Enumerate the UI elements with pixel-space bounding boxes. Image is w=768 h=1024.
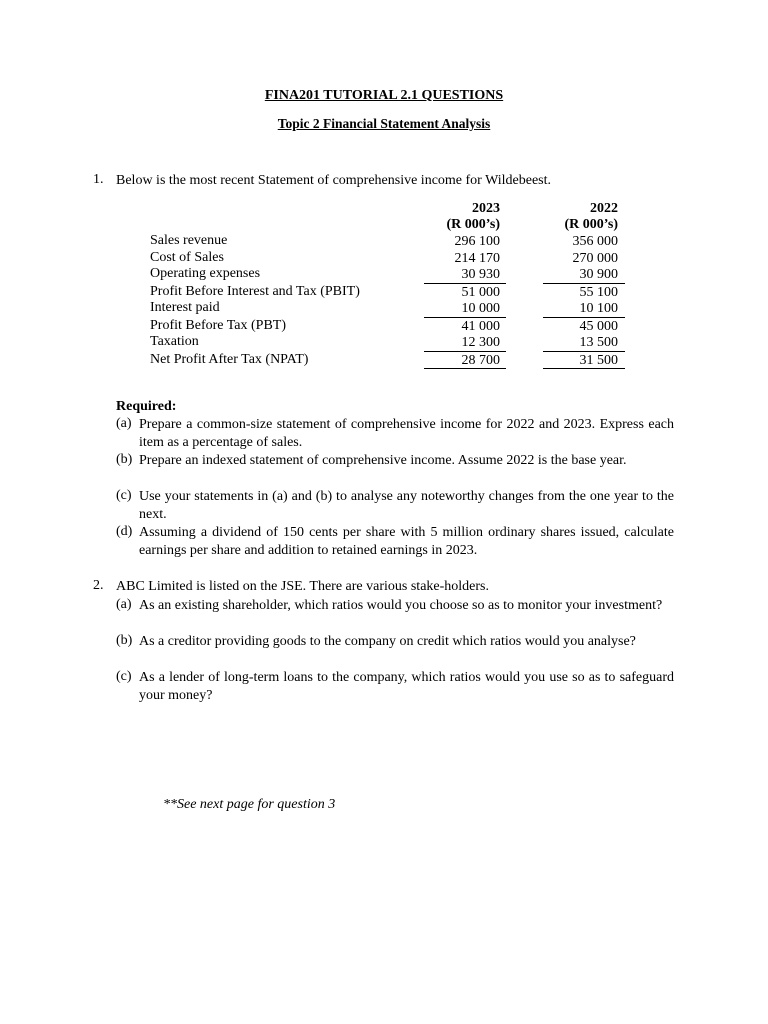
col-2023-unit: (R 000’s) (446, 217, 500, 232)
footer-note: **See next page for question 3 (163, 797, 336, 812)
row-label: Interest paid (150, 300, 220, 315)
required-item-text: Use your statements in (a) and (b) to analyse any noteworthy changes from the one year to the next. (139, 489, 674, 522)
row-value-2022: 10 100 (579, 301, 618, 316)
row-label: Net Profit After Tax (NPAT) (150, 352, 309, 367)
row-value-2022: 30 900 (579, 267, 618, 282)
row-label: Operating expenses (150, 266, 261, 281)
row-label: Cost of Sales (150, 250, 224, 265)
row-value-2023: 10 000 (461, 301, 500, 316)
required-item-tag: (a) (116, 416, 132, 431)
q2-number: 2. (93, 578, 104, 593)
row-value-2022: 31 500 (579, 353, 618, 368)
row-value-2022: 13 500 (579, 335, 618, 350)
row-value-2023: 30 930 (461, 267, 500, 282)
row-label: Profit Before Interest and Tax (PBIT) (150, 284, 360, 299)
required-item-tag: (b) (116, 452, 133, 467)
q2-item-tag: (c) (116, 669, 132, 684)
q1-intro: Below is the most recent Statement of comprehensive income for Wildebeest. (116, 173, 551, 188)
q2-item-tag: (b) (116, 633, 133, 648)
row-value-2023: 12 300 (461, 335, 500, 350)
row-value-2023: 296 100 (454, 234, 500, 249)
row-value-2023: 28 700 (461, 353, 500, 368)
row-value-2023: 51 000 (461, 285, 500, 300)
row-value-2022: 356 000 (572, 234, 618, 249)
required-item-text: Prepare a common-size statement of comprehensive income for 2022 and 2023. Express each item as a percentage of sales. (139, 417, 674, 450)
row-value-2022: 270 000 (572, 251, 618, 266)
col-2022-year: 2022 (590, 201, 618, 216)
q1-number: 1. (93, 172, 104, 187)
row-value-2022: 45 000 (579, 319, 618, 334)
required-item-tag: (c) (116, 488, 132, 503)
row-value-2022: 55 100 (579, 285, 618, 300)
row-value-2023: 41 000 (461, 319, 500, 334)
q2-item-tag: (a) (116, 597, 132, 612)
row-label: Taxation (150, 334, 199, 349)
page-title: FINA201 TUTORIAL 2.1 QUESTIONS (264, 88, 504, 103)
q2-item-text: As a creditor providing goods to the company on credit which ratios would you analyse? (139, 634, 636, 649)
total-rule (543, 368, 625, 369)
required-item-text: Assuming a dividend of 150 cents per share with 5 million ordinary shares issued, calculate earnings per share and addition to retained earnings in 2023. (139, 525, 674, 558)
required-item-tag: (d) (116, 524, 133, 539)
col-2023-year: 2023 (472, 201, 500, 216)
total-rule (424, 368, 506, 369)
q2-intro: ABC Limited is listed on the JSE. There are various stake-holders. (116, 579, 490, 594)
row-value-2023: 214 170 (454, 251, 500, 266)
q2-item-text: As a lender of long-term loans to the company, which ratios would you use so as to safeguard your money? (139, 670, 674, 703)
row-label: Profit Before Tax (PBT) (150, 318, 287, 333)
required-heading: Required: (116, 399, 177, 414)
col-2022-unit: (R 000’s) (564, 217, 618, 232)
required-item-text: Prepare an indexed statement of comprehensive income. Assume 2022 is the base year. (139, 453, 627, 468)
page-subtitle: Topic 2 Financial Statement Analysis (277, 116, 491, 131)
q2-item-text: As an existing shareholder, which ratios would you choose so as to monitor your investment? (139, 598, 663, 613)
row-label: Sales revenue (150, 233, 228, 248)
